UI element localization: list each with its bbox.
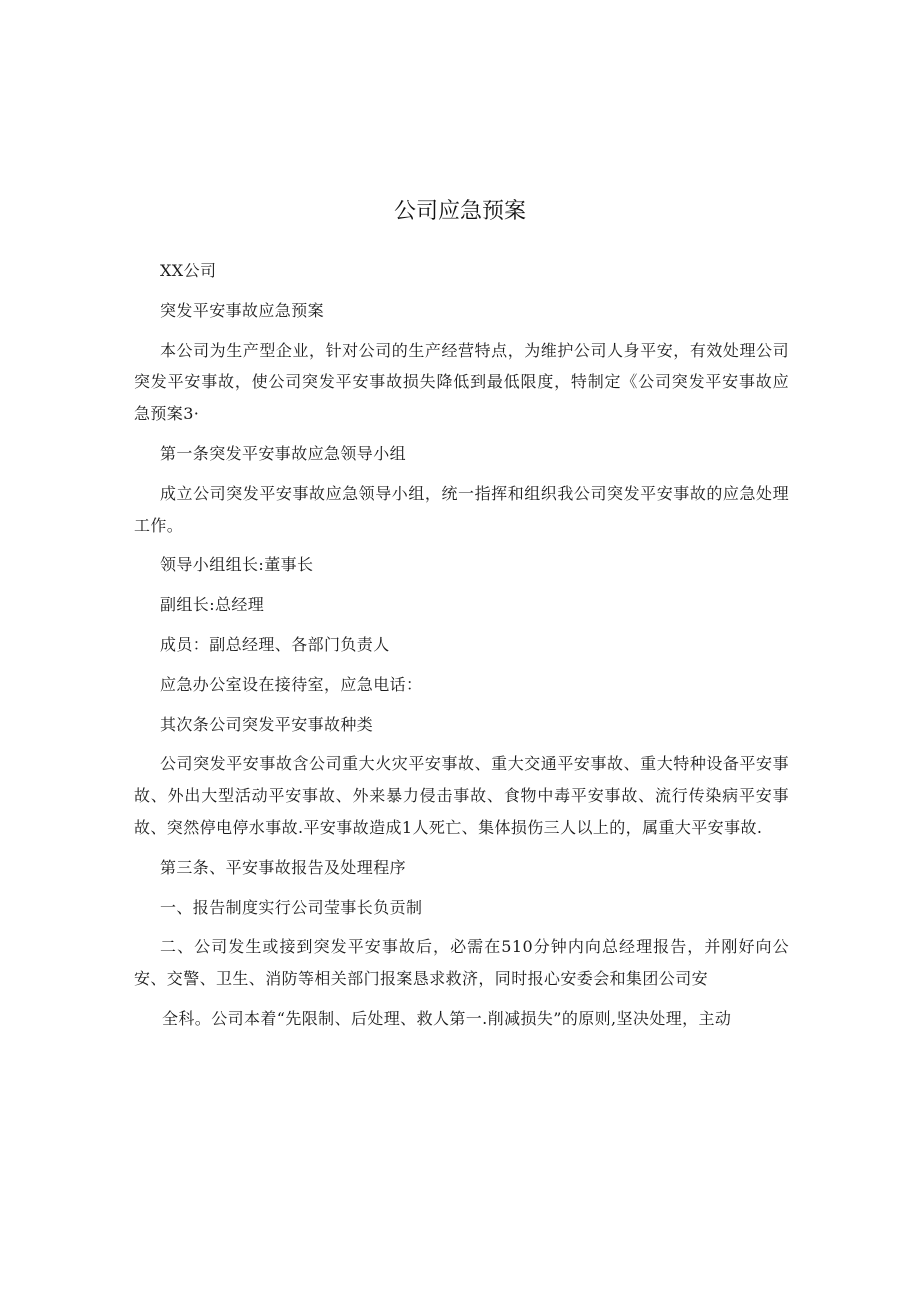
document-title: 公司应急预案 [393, 199, 526, 224]
article-3-heading: 第三条、平安事故报告及处理程序 [160, 857, 407, 877]
reporting-rule-2-continued: 全科。公司本着“先限制、后处理、救人第一.削减损失”的原则,坚决处理，主动 [162, 1008, 732, 1028]
document-body [134, 255, 789, 1043]
article-1-paragraph: 成立公司突发平安事故应急领导小组，统一指挥和组织我公司突发平安事故的应急处理工作。 [134, 483, 789, 535]
article-2-paragraph: 公司突发平安事故含公司重大火灾平安事故、重大交通平安事故、重大特种设备平安事故、外出大型活动平安事故、外来暴力侵击事故、食物中毒平安事故、流行传染病平安事故、突然停电停水事故.平安事故造成1人死亡、集体损伤三人以上的，属重大平安事故. [134, 754, 789, 837]
reporting-rule-2: 二、公司发生或接到突发平安事故后，必需在510分钟内向总经理报告，并刚好向公安、交警、卫生、消防等相关部门报案恳求救济，同时报心安委会和集团公司安 [134, 937, 789, 989]
plan-name-paragraph: 突发平安事故应急预案 [160, 300, 325, 320]
article-2-heading: 其次条公司突发平安事故种类 [160, 714, 374, 734]
deputy-leader-line: 副组长:总经理 [160, 595, 265, 615]
company-name-paragraph: XX公司 [160, 261, 217, 280]
reporting-rule-1: 一、报告制度实行公司莹事长负贡制 [160, 897, 423, 917]
intro-paragraph: 本公司为生产型企业，针对公司的生产经营特点，为维护公司人身平安，有效处理公司突发平安事故，使公司突发平安事故损失降低到最低限度，特制定《公司突发平安事故应急预案3· [134, 340, 789, 424]
members-line: 成员：副总经理、各部门负责人 [160, 634, 390, 654]
team-leader-line: 领导小组组长:董事长 [160, 555, 314, 575]
office-phone-line: 应急办公室设在接待室，应急电话： [160, 674, 423, 694]
article-1-heading: 第一条突发平安事故应急领导小组 [160, 443, 407, 463]
